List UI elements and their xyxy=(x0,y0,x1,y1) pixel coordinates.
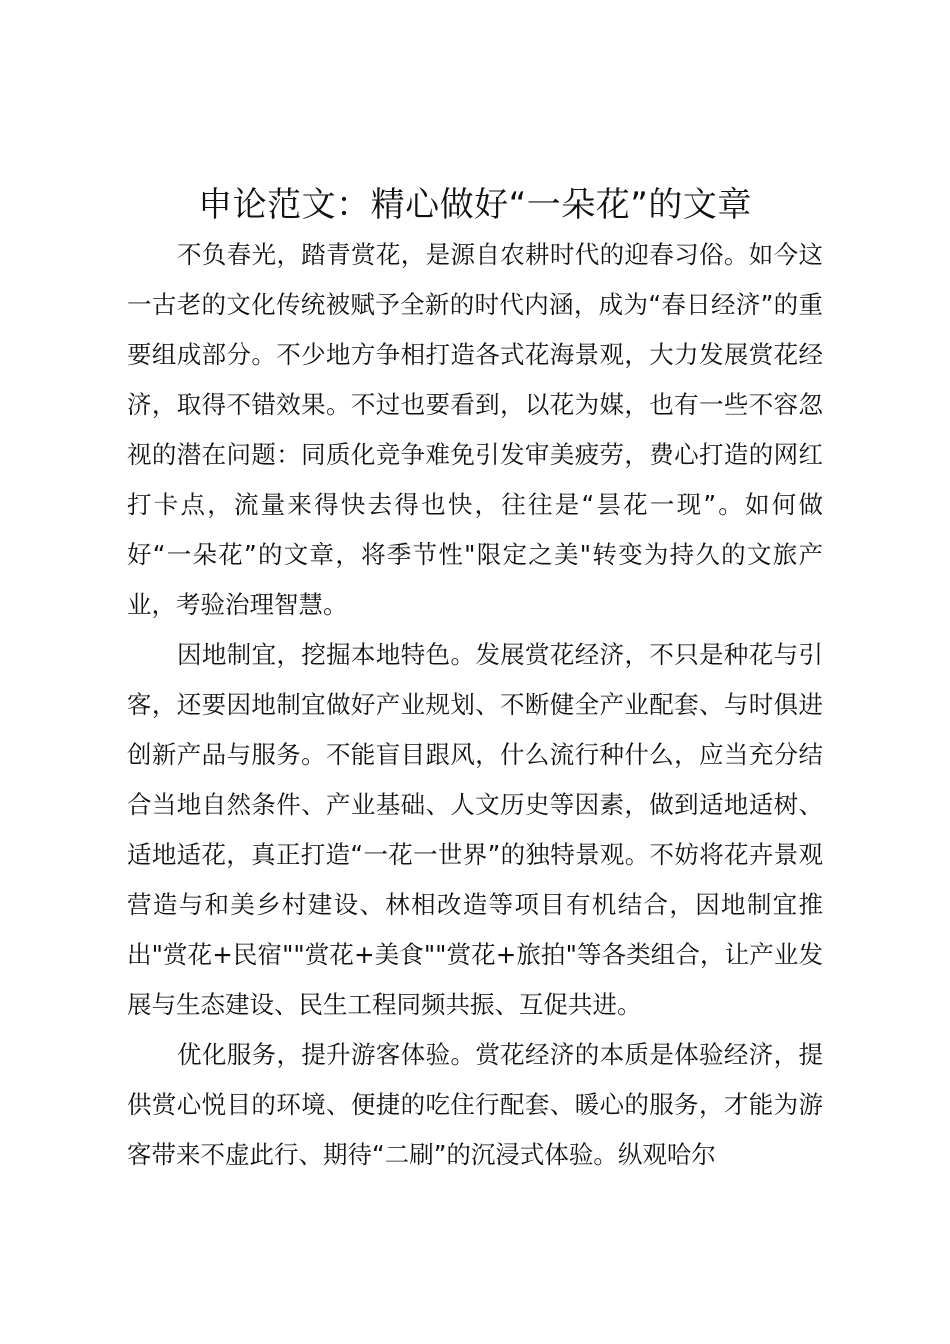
paragraph-intro: 不负春光，踏青赏花，是源自农耕时代的迎春习俗。如今这一古老的文化传统被赋予全新的时代内涵，成为“春日经济”的重要组成部分。不少地方争相打造各式花海景观，大力发展赏花经济，取得不错效果。不过也要看到，以花为媒，也有一些不容忽视的潜在问题：同质化竞争难免引发审美疲劳，费心打造的网红打卡点，流量来得快去得也快，往往是“昙花一现”。如何做好“一朵花”的文章，将季节性"限定之美"转变为持久的文旅产业，考验治理智慧。 xyxy=(127,240,823,619)
paragraph-local-features: 因地制宜，挖掘本地特色。发展赏花经济，不只是种花与引客，还要因地制宜做好产业规划、不断健全产业配套、与时俱进创新产品与服务。不能盲目跟风，什么流行种什么，应当充分结合当地自然条件、产业基础、人文历史等因素，做到适地适树、适地适花，真正打造“一花一世界”的独特景观。不妨将花卉景观营造与和美乡村建设、林相改造等项目有机结合，因地制宜推出"赏花+民宿""赏花+美食""赏花+旅拍"等各类组合，让产业发展与生态建设、民生工程同频共振、互促共进。 xyxy=(127,640,823,1019)
paragraph-service: 优化服务，提升游客体验。赏花经济的本质是体验经济，提供赏心悦目的环境、便捷的吃住行配套、暖心的服务，才能为游客带来不虚此行、期待“二刷”的沉浸式体验。纵观哈尔 xyxy=(127,1040,823,1169)
page-title: 申论范文：精心做好“一朵花”的文章 xyxy=(198,185,752,225)
article-body xyxy=(127,230,823,1180)
